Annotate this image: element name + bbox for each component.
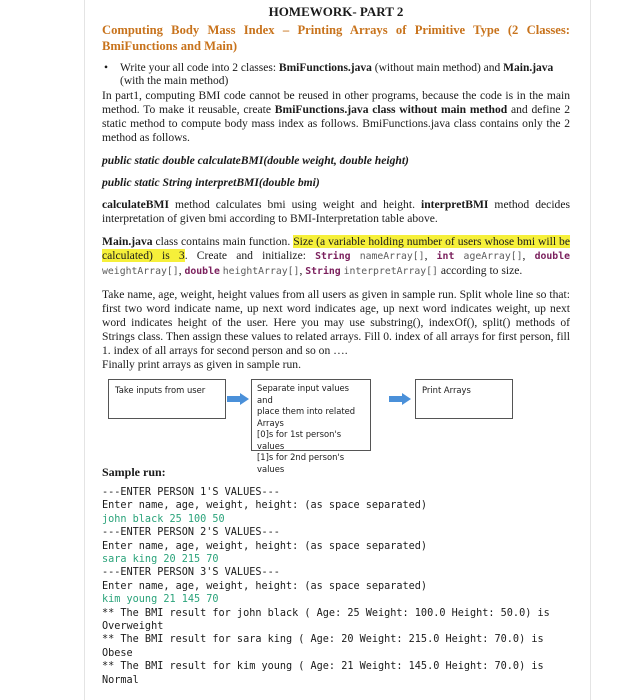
flow-arrow-2-icon <box>389 393 411 405</box>
document-body <box>102 4 570 474</box>
console-output-line: Enter name, age, weight, height: (as space separated) <box>102 580 428 592</box>
console-output-line: Normal <box>102 674 139 686</box>
flow-box-separate-values: Separate input values and place them into related Arrays [0]s for 1st person's values [1]s for 2nd person's values <box>251 379 371 451</box>
console-output-line: ---ENTER PERSON 2'S VALUES--- <box>102 527 280 539</box>
flow-box-take-inputs: Take inputs from user <box>108 379 226 419</box>
signature-calculate-bmi: public static double calculateBMI(double weight, double height) <box>102 154 409 167</box>
console-output-line: Enter name, age, weight, height: (as space separated) <box>102 540 428 552</box>
page-subtitle: Computing Body Mass Index – Printing Arrays of Primitive Type (2 Classes: BmiFunctions and Main) <box>102 23 570 53</box>
page-border-right <box>590 0 591 700</box>
console-input-line: john black 25 100 50 <box>102 513 225 525</box>
console-output-line: ** The BMI result for sara king ( Age: 20 Weight: 215.0 Height: 70.0) is <box>102 634 544 646</box>
paragraph-print: Finally print arrays as given in sample run. <box>102 358 301 371</box>
paragraph-intro: In part1, computing BMI code cannot be reused in other programs, because the code is in the main method. To make it reusable, create BmiFunctions.java class without main method and define 2 static method to compute body mass index as follows. BmiFunctions.java class contains only the 2 method as follows. <box>102 89 570 144</box>
console-input-line: kim young 21 145 70 <box>102 594 219 606</box>
console-output-line: ** The BMI result for john black ( Age: 25 Weight: 100.0 Height: 50.0) is <box>102 607 550 619</box>
console-input-line: sara king 20 215 70 <box>102 554 219 566</box>
highlighted-size: Size (a variable holding number of users whose bmi will be calculated) is 3 <box>102 235 570 262</box>
console-output-line: Enter name, age, weight, height: (as space separated) <box>102 500 428 512</box>
sample-run-title: Sample run: <box>102 465 166 479</box>
bullet-item <box>102 62 570 88</box>
bullet-text: Write your all code into 2 classes: BmiFunctions.java (without main method) and Main.java (with the main method) <box>120 62 554 87</box>
paragraph-main-class: Main.java class contains main function. Size (a variable holding number of users whose bmi will be calculated) is 3. Create and initialize: String nameArray[], int ageArray[], double weightArray[], double heightArray[], String interpretArray[] according to size. <box>102 235 570 277</box>
console-output-line: ** The BMI result for kim young ( Age: 21 Weight: 145.0 Height: 70.0) is <box>102 661 544 673</box>
flow-arrow-1-icon <box>227 393 249 405</box>
page-title: HOMEWORK- PART 2 <box>268 4 404 19</box>
paragraph-methods: calculateBMI method calculates bmi using weight and height. interpretBMI method decides interpretation of given bmi according to BMI-Interpretation table above. <box>102 198 570 225</box>
console-output-line: Overweight <box>102 621 164 633</box>
bullet-dot-icon: • <box>104 62 109 74</box>
paragraph-split-input: Take name, age, weight, height values from all users as given in sample run. Split whole line so that: first two word indicate name, up next word indicates age, up next word indicates weight, up next word indicates height of the user. Here you may use substring(), indexOf(), split() methods of Strings class. Then assign these values to related arrays. Fill 0. index of all arrays for first person, fill 1. index of all arrays for second person and so on …. <box>102 288 570 357</box>
sample-run-console <box>102 486 582 687</box>
flow-box-print-arrays: Print Arrays <box>415 379 513 419</box>
console-output-line: ---ENTER PERSON 1'S VALUES--- <box>102 487 280 498</box>
signature-interpret-bmi: public static String interpretBMI(double bmi) <box>102 176 320 189</box>
console-output-line: Obese <box>102 647 133 659</box>
page-border-left <box>84 0 85 700</box>
console-output-line: ---ENTER PERSON 3'S VALUES--- <box>102 567 280 579</box>
